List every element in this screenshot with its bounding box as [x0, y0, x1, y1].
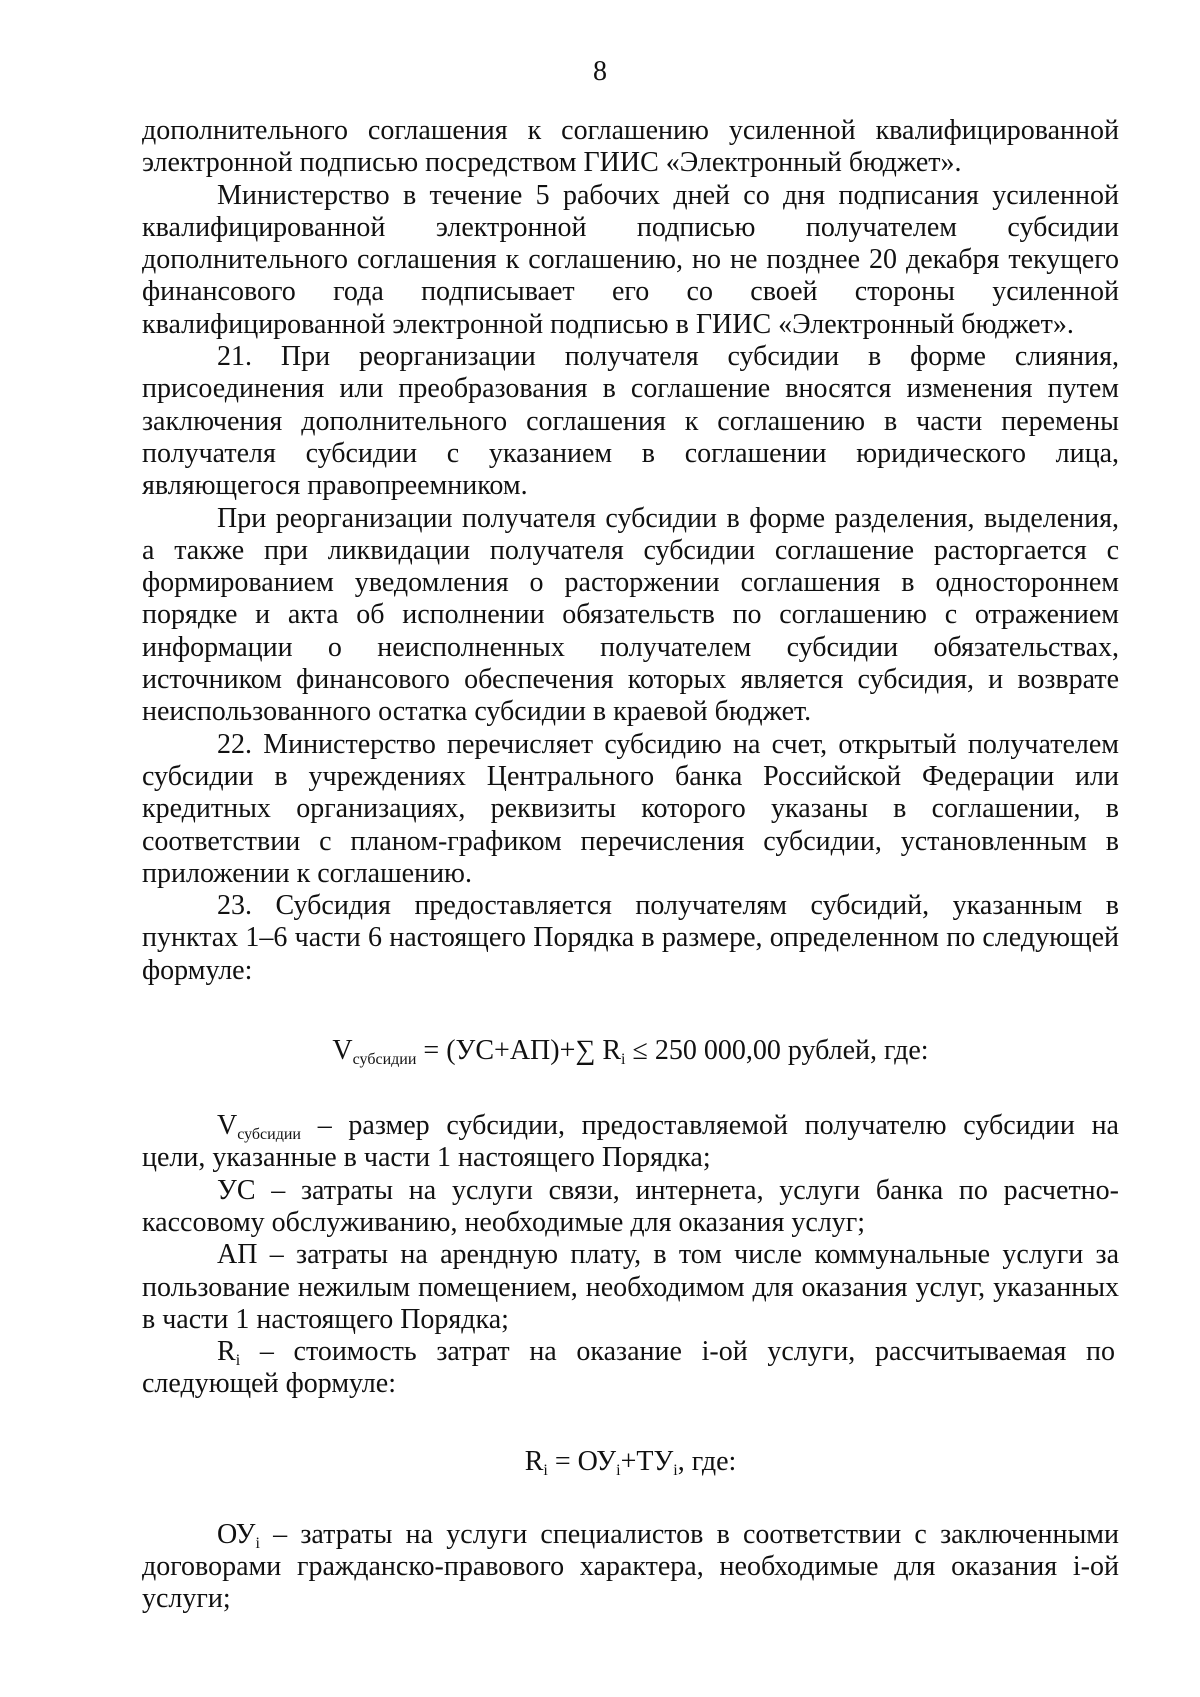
page-number: 8: [593, 56, 607, 87]
definition-ou-i: $ОУ_i$ – затраты на услуги специалистов в соответствии с заключенными договорами гражданско-правового характера, необходимые для оказания i-ой услуги;: [142, 1518, 1119, 1615]
formula-r-i: $R_i = ОУ_i+ТУ_i$, где:: [524, 1445, 737, 1479]
paragraph-21-reorganization: 21. При реорганизации получателя субсидии в форме слияния, присоединения или преобразования в соглашение вносятся изменения путем заключения дополнительного соглашения к соглашению в части перемены получателя субсидии с указанием в соглашении юридического лица, являющегося правопреемником.: [142, 341, 1119, 502]
paragraph-continuation: дополнительного соглашения к соглашению усиленной квалифицированной электронной подписью посредством ГИИС «Электронный бюджет».: [142, 115, 1119, 179]
paragraph-ministry-signing: Министерство в течение 5 рабочих дней со дня подписания усиленной квалифицированной электронной подписью получателем субсидии дополнительного соглашения к соглашению, но не позднее 20 декабря текущего финансового года подписывает его со своей стороны усиленной квалифицированной электронной подписью в ГИИС «Электронный бюджет».: [142, 179, 1119, 340]
paragraph-22-transfer: 22. Министерство перечисляет субсидию на счет, открытый получателем субсидии в учреждениях Центрального банка Российской Федерации или кредитных организациях, реквизиты которого указаны в соглашении, в соответствии с планом-графиком перечисления субсидии, установленным в приложении к соглашению.: [142, 728, 1119, 889]
definition-r-i: $R_i$ – стоимость затрат на оказание i-ой услуги, рассчитываемая по следующей формуле:: [142, 1336, 1115, 1400]
definition-us: УС – затраты на услуги связи, интернета, услуги банка по расчетно-кассовому обслуживанию, необходимые для оказания услуг;: [142, 1174, 1119, 1238]
formula-subsidy-size: $V_{субсидии} = (УС+АП)+\sum$ $R_i \le 250$ 000,00 рублей, где:: [332, 1035, 929, 1069]
definition-ap: АП – затраты на арендную плату, в том числе коммунальные услуги за пользование нежилым помещением, необходимом для оказания услуг, указанных в части 1 настоящего Порядка;: [142, 1239, 1119, 1335]
paragraph-23-subsidy: 23. Субсидия предоставляется получателям субсидий, указанным в пунктах 1–6 части 6 настоящего Порядка в размере, определенном по следующей формуле:: [142, 890, 1119, 986]
definition-v-subsidy: $V_{субсидии}$ – размер субсидии, предоставляемой получателю субсидии на цели, указанные в части 1 настоящего Порядка;: [142, 1110, 1119, 1174]
document-body: [142, 115, 1119, 1616]
paragraph-reorganization-division: При реорганизации получателя субсидии в форме разделения, выделения, а также при ликвидации получателя субсидии соглашение расторгается с формированием уведомления о расторжении соглашения в одностороннем порядке и акта об исполнении обязательств по соглашению с отражением информации о неисполненных получателем субсидии обязательствах, источником финансового обеспечения которых является субсидия, и возврате неиспользованного остатка субсидии в краевой бюджет.: [142, 502, 1119, 728]
